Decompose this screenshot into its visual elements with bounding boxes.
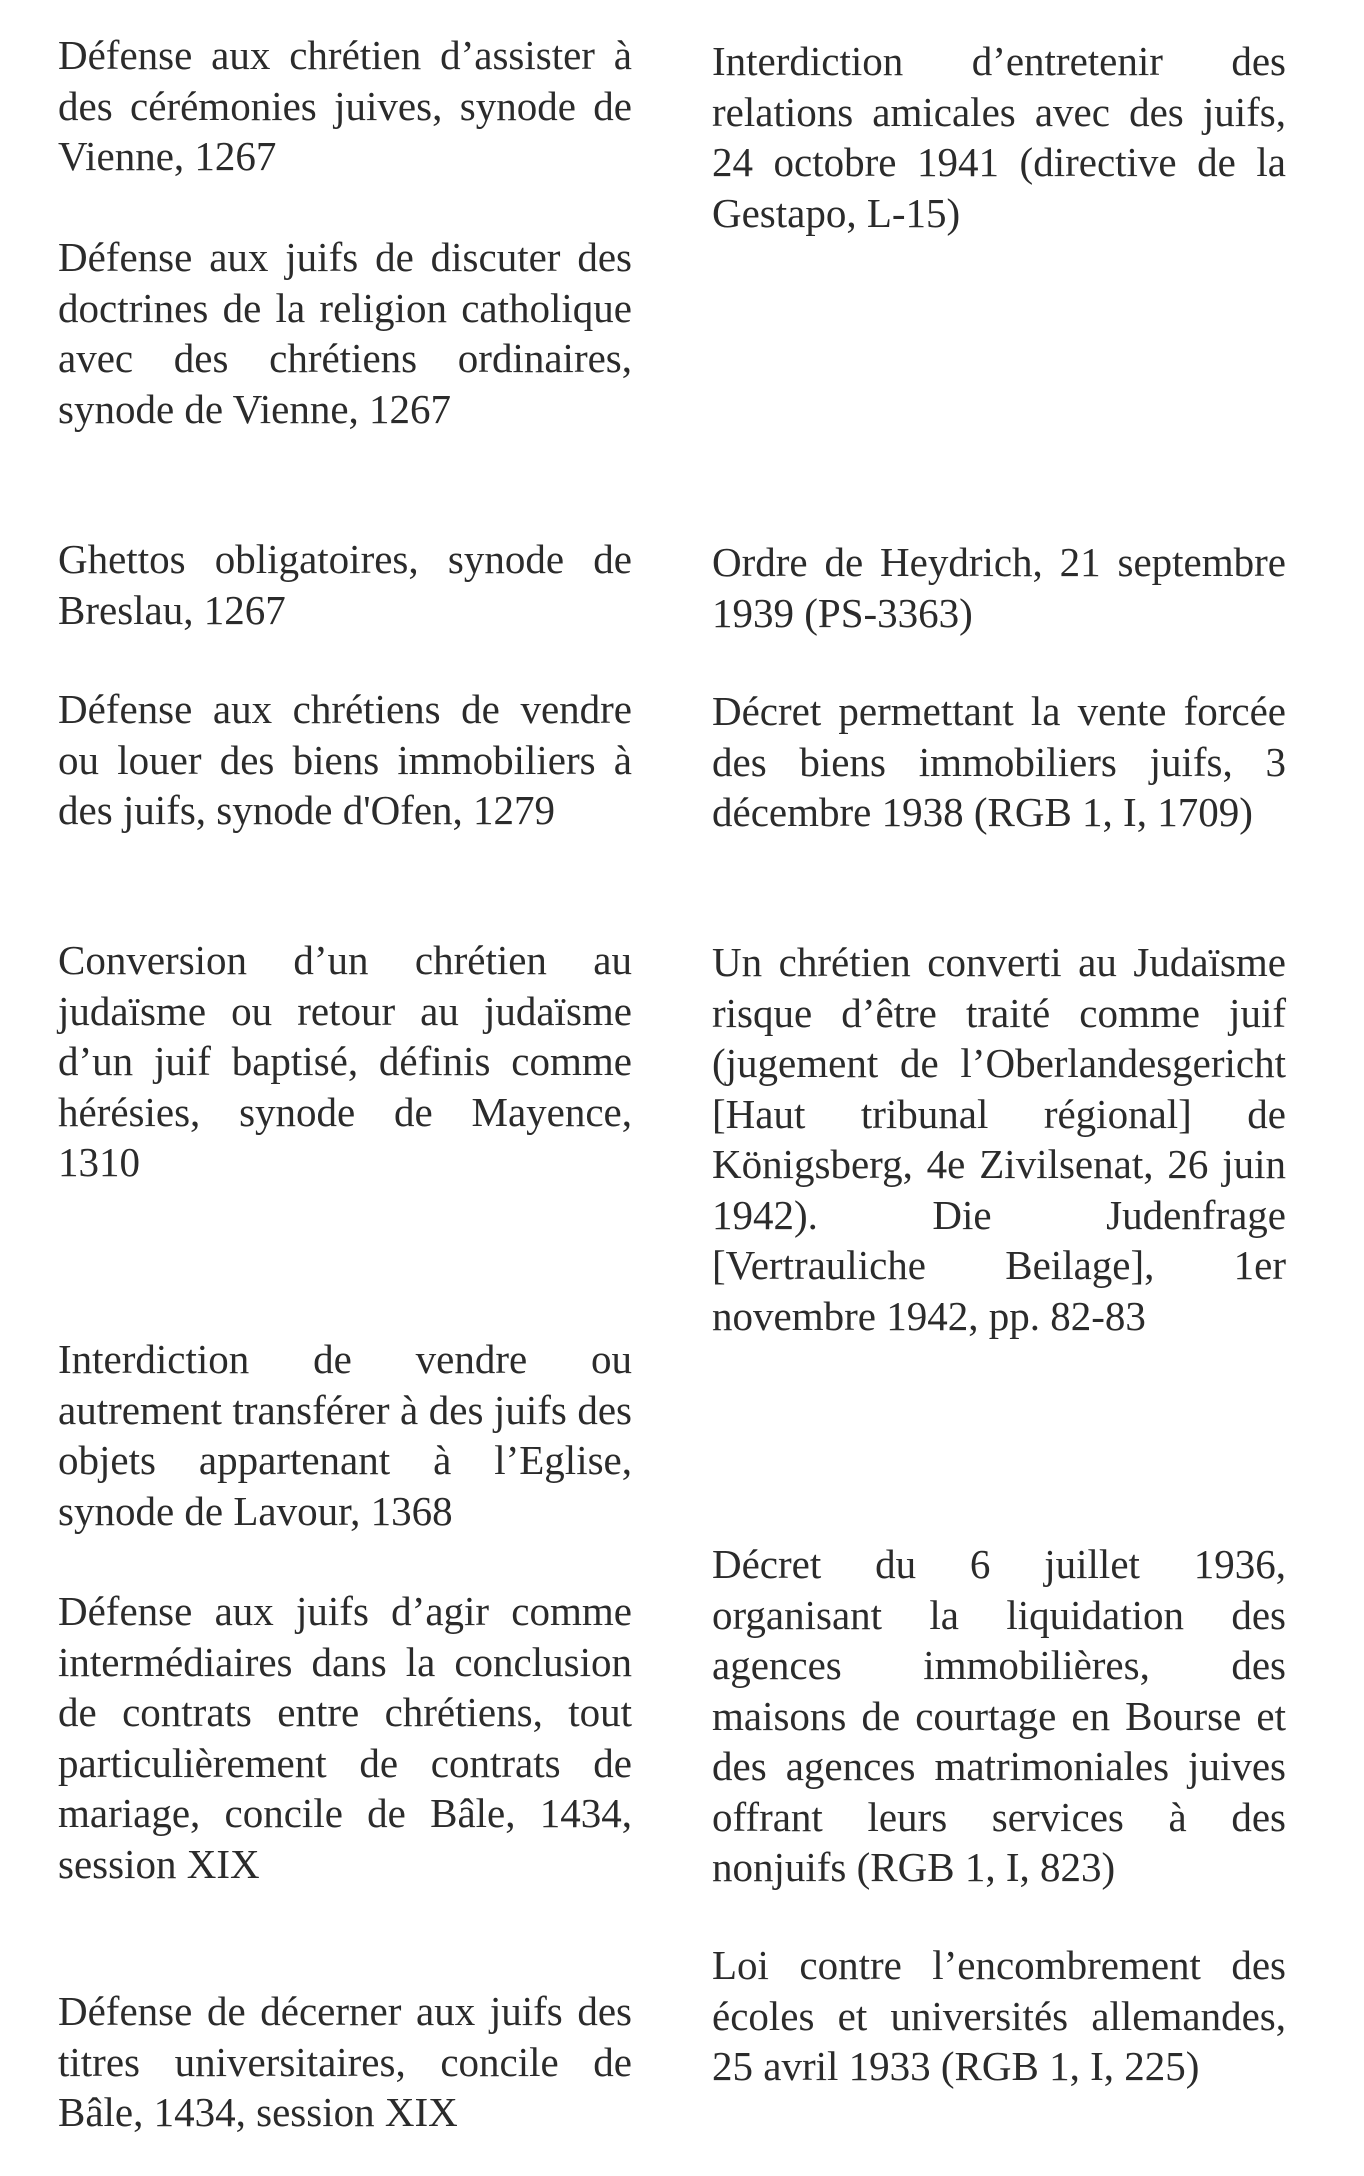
right-entry-gestapo-directive: Interdiction d’entretenir des relations amicales avec des juifs, 24 octobre 1941 (directive de la Gestapo, L-15) — [712, 38, 1286, 236]
left-entry-breslau-ghettos: Ghettos obligatoires, synode de Breslau, 1267 — [58, 536, 632, 633]
left-entry-vienne-doctrines: Défense aux juifs de discuter des doctrines de la religion catholique avec des chrétiens ordinaires, synode de Vienne, 1267 — [58, 234, 632, 432]
left-entry-ofen-property: Défense aux chrétiens de vendre ou louer des biens immobiliers à des juifs, synode d'Ofen, 1279 — [58, 686, 632, 833]
left-entry-lavour-church-objects: Interdiction de vendre ou autrement transférer à des juifs des objets appartenant à l’Eglise, synode de Lavour, 1368 — [58, 1336, 632, 1534]
right-entry-heydrich-order: Ordre de Heydrich, 21 septembre 1939 (PS-3363) — [712, 539, 1286, 636]
left-entry-bale-intermediaries: Défense aux juifs d’agir comme intermédiaires dans la conclusion de contrats entre chrétiens, tout particulièrement de contrats de mariage, concile de Bâle, 1434, session XIX — [58, 1588, 632, 1887]
right-entry-liquidation-decree: Décret du 6 juillet 1936, organisant la liquidation des agences immobilières, des maisons de courtage en Bourse et des agences matrimoniales juives offrant leurs services à des nonjuifs (RGB 1, I, 823) — [712, 1541, 1286, 1890]
right-entry-schools-law: Loi contre l’encombrement des écoles et universités allemandes, 25 avril 1933 (RGB 1, I, 225) — [712, 1942, 1286, 2089]
right-entry-konigsberg-judgment: Un chrétien converti au Judaïsme risque d’être traité comme juif (jugement de l’Oberlandesgericht [Haut tribunal régional] de Königsberg, 4e Zivilsenat, 26 juin 1942). Die Judenfrage [Vertrauliche Beilage], 1er novembre 1942, pp. 82-83 — [712, 939, 1286, 1339]
left-entry-mayence-conversion: Conversion d’un chrétien au judaïsme ou retour au judaïsme d’un juif baptisé, définis comme hérésies, synode de Mayence, 1310 — [58, 937, 632, 1185]
right-entry-forced-sale-decree: Décret permettant la vente forcée des biens immobiliers juifs, 3 décembre 1938 (RGB 1, I, 1709) — [712, 688, 1286, 835]
left-entry-bale-degrees: Défense de décerner aux juifs des titres universitaires, concile de Bâle, 1434, session XIX — [58, 1988, 632, 2135]
left-entry-vienne-ceremonies: Défense aux chrétien d’assister à des cérémonies juives, synode de Vienne, 1267 — [58, 32, 632, 179]
